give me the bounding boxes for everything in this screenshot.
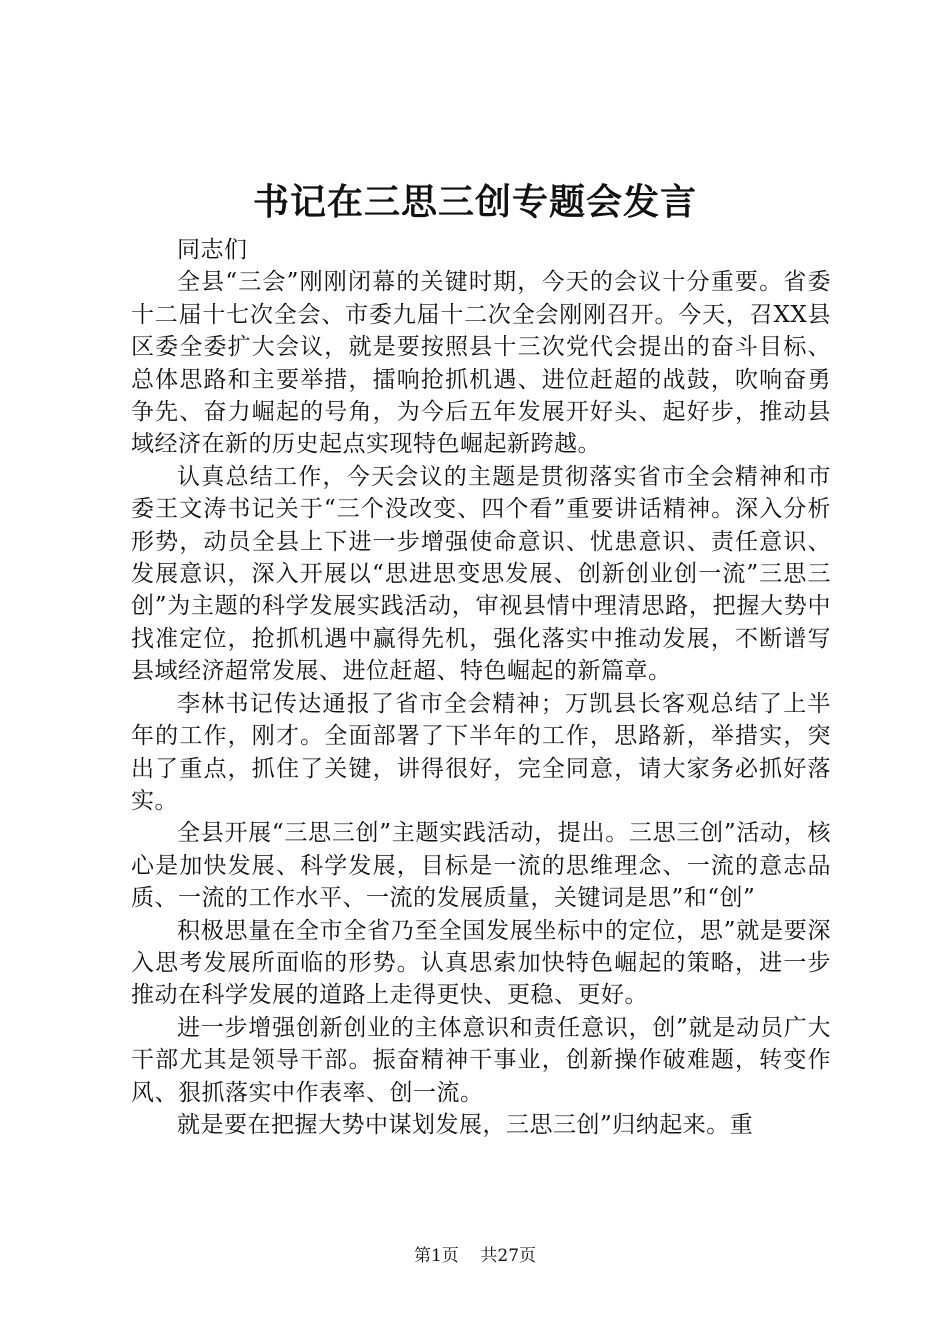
paragraph-6: 进一步增强创新创业的主体意识和责任意识，创”就是动员广大干部尤其是领导干部。振奋精神干事业，创新操作破难题，转变作风、狠抓落实中作表率、创一流。 — [131, 1014, 831, 1106]
document-body — [131, 234, 831, 1141]
paragraph-2: 认真总结工作，今天会议的主题是贯彻落实省市全会精神和市委王文涛书记关于“三个没改变、四个看”重要讲话精神。深入分析形势，动员全县上下进一步增强使命意识、忧患意识、责任意识、发展意识，深入开展以“思进思变思发展、创新创业创一流”三思三创”为主题的科学发展实践活动，审视县情中理清思路，把握大势中找准定位，抢抓机遇中赢得先机，强化落实中推动发展，不断谱写县域经济超常发展、进位赶超、特色崛起的新篇章。 — [131, 463, 831, 685]
document-title: 书记在三思三创专题会发言 — [252, 181, 697, 223]
page-total: 共27页 — [480, 1246, 537, 1266]
paragraph-7: 就是要在把握大势中谋划发展，三思三创”归纳起来。重 — [177, 1111, 754, 1138]
paragraph-4: 全县开展“三思三创”主题实践活动，提出。三思三创”活动，核心是加快发展、科学发展，目标是一流的思维理念、一流的意志品质、一流的工作水平、一流的发展质量，关键词是思”和“创” — [131, 820, 831, 912]
page-footer — [0, 1244, 950, 1268]
paragraph-3: 李林书记传达通报了省市全会精神；万凯县长客观总结了上半年的工作，刚才。全面部署了下半年的工作，思路新，举措实，突出了重点，抓住了关键，讲得很好，完全同意，请大家务必抓好落实。 — [131, 690, 831, 814]
page-number: 第1页 — [413, 1246, 459, 1266]
paragraph-1: 全县“三会”刚刚闭幕的关键时期，今天的会议十分重要。省委十二届十七次全会、市委九届十二次全会刚刚召开。今天，召XX县区委全委扩大会议，就是要按照县十三次党代会提出的奋斗目标、总体思路和主要举措，擂响抢抓机遇、进位赶超的战鼓，吹响奋勇争先、奋力崛起的号角，为今后五年发展开好头、起好步，推动县域经济在新的历史起点实现特色崛起新跨越。 — [131, 269, 831, 458]
greeting: 同志们 — [177, 237, 248, 263]
footer-separator — [464, 1246, 475, 1266]
paragraph-5: 积极思量在全市全省乃至全国发展坐标中的定位，思”就是要深入思考发展所面临的形势。认真思索加快特色崛起的策略，进一步推动在科学发展的道路上走得更快、更稳、更好。 — [131, 917, 831, 1009]
